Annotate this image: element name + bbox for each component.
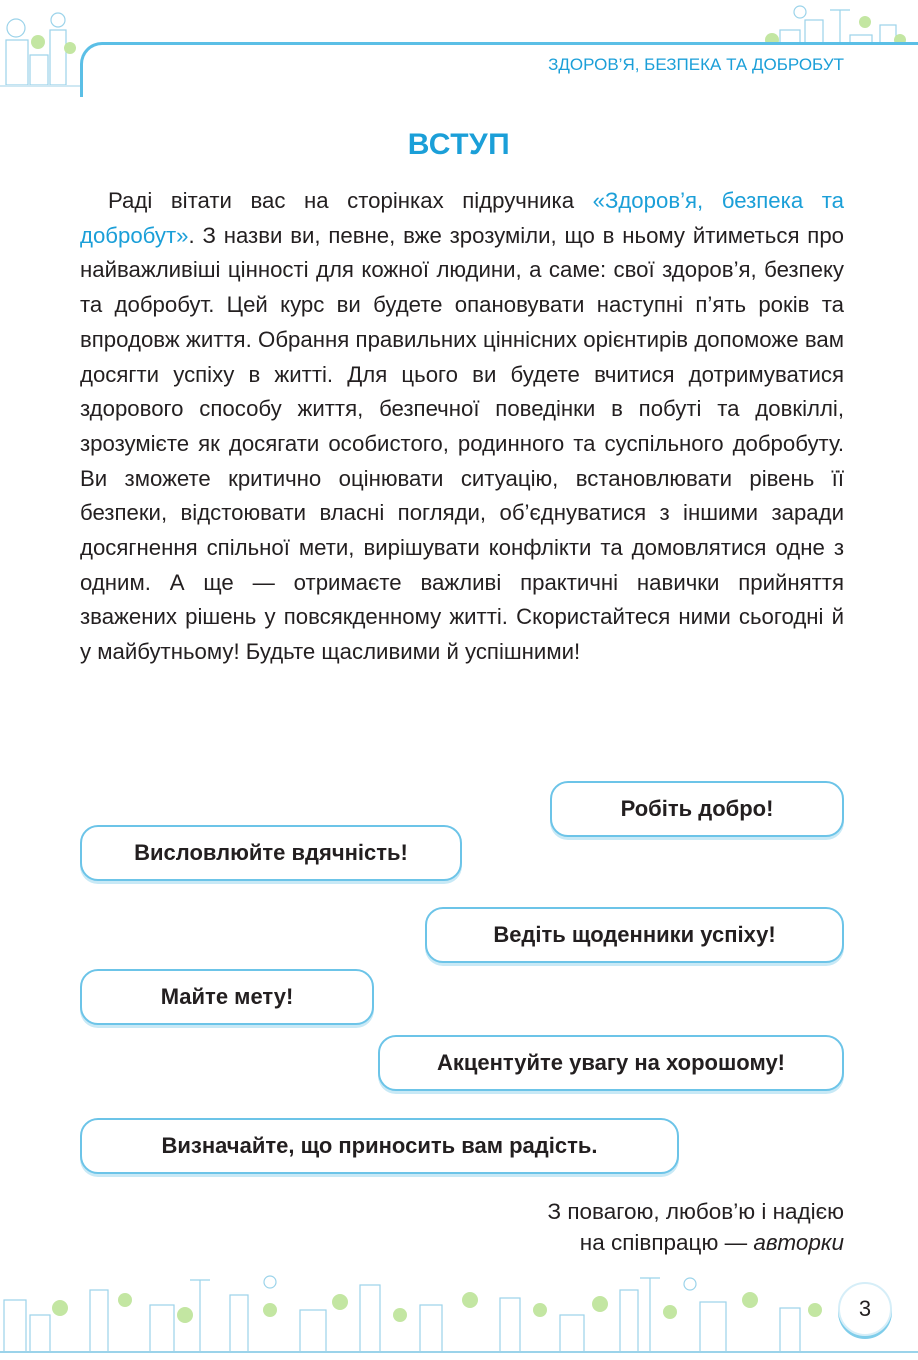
page-number: 3 [838, 1282, 892, 1336]
running-head: ЗДОРОВ’Я, БЕЗПЕКА ТА ДОБРОБУТ [548, 55, 844, 74]
city-skyline-bottom-decoration [0, 1260, 918, 1360]
intro-text-rest: . З назви ви, певне, вже зрозуміли, що в ньому йтиметься про найважливіші цінності для кожної людини, а саме: свої здоров’я, безпеку та добробут. Цей курс ви будете опановувати наступні п’ять років та впродовж життя. Обрання правильних ціннісних орієнтирів допоможе вам досягти успіху в житті. Для цього ви будете вчитися дотримуватися здорового способу життя, безпечної поведінки в побуті та довкіллі, зрозумієте як досягати особистого, родинного та суспільного добробуту. Ви зможете критично оцінювати ситуацію, встановлювати рівень її безпеки, відстоювати власні погляди, об’єднуватися з іншими заради досягнення спільної мети, вирішувати конфлікти та домовлятися одне з одним. А ще — отримаєте важливі практичні навички прийняття зважених рішень у повсякденному житті. Скористайтеся ними сьогодні й у майбутньому! Будьте щасливими й успішними! [80, 222, 844, 665]
advice-do-good: Робіть добро! [550, 781, 844, 837]
book-title-highlight: «Здоров’я, безпека та добробут» [80, 188, 844, 248]
advice-focus-good: Акцентуйте увагу на хорошому! [378, 1035, 844, 1091]
intro-text-start: Раді вітати вас на сторінках підручника [108, 188, 593, 213]
advice-have-goal: Майте мету! [80, 969, 374, 1025]
advice-success-diary: Ведіть щоденники успіху! [425, 907, 844, 963]
advice-gratitude: Висловлюйте вдячність! [80, 825, 462, 881]
intro-paragraph [80, 184, 844, 670]
signature-prefix: на співпрацю — [579, 1230, 754, 1255]
page-title: ВСТУП [407, 128, 511, 161]
signature-author: авторки [753, 1230, 844, 1255]
signature-line-1: З повагою, любов’ю і надією [547, 1199, 844, 1224]
advice-find-joy: Визначайте, що приносить вам радість. [80, 1118, 679, 1174]
signature [547, 1196, 844, 1258]
signature-line-2 [547, 1227, 844, 1258]
